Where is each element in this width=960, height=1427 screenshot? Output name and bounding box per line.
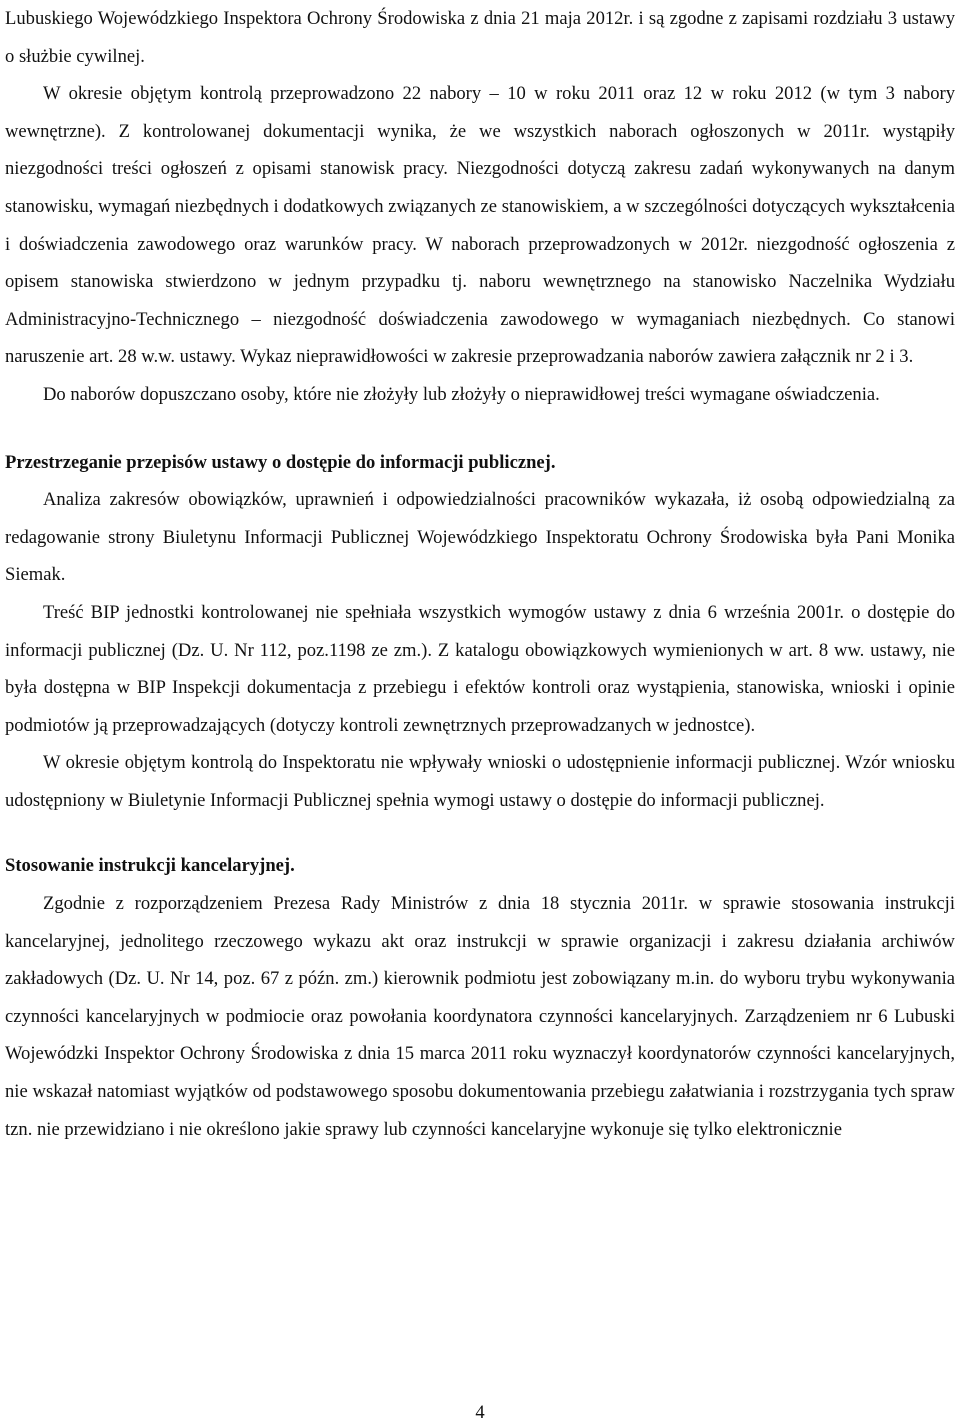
- section-heading-office-instructions: Stosowanie instrukcji kancelaryjnej.: [5, 855, 295, 877]
- document-page: [5, 0, 955, 1148]
- paragraph-bip-content: Treść BIP jednostki kontrolowanej nie spełniała wszystkich wymogów ustawy z dnia 6 września 2001r. o dostępie do informacji publicznej (Dz. U. Nr 112, poz.1198 ze zm.). Z katalogu obowiązkowych wymienionych w art. 8 ww. ustawy, nie była dostępna w BIP Inspekcji dokumentacja z przebiegu i efektów kontroli oraz wystąpienia, stanowiska, wnioski i opinie podmiotów ją przeprowadzających (dotyczy kontroli zewnętrznych przeprowadzanych w jednostce).: [5, 601, 955, 736]
- paragraph-continuation: Lubuskiego Wojewódzkiego Inspektora Ochrony Środowiska z dnia 21 maja 2012r. i są zgodne z zapisami rozdziału 3 ustawy o służbie cywilnej.: [5, 8, 955, 67]
- paragraph-responsibility: Analiza zakresów obowiązków, uprawnień i odpowiedzialności pracowników wykazała, iż osobą odpowiedzialną za redagowanie strony Biuletynu Informacji Publicznej Wojewódzkiego Inspektoratu Ochrony Środowiska była Pani Monika Siemak.: [5, 489, 955, 586]
- section-gap: [5, 819, 955, 847]
- paragraph-requests: W okresie objętym kontrolą do Inspektoratu nie wpływały wnioski o udostępnienie informacji publicznej. Wzór wniosku udostępniony w Biuletynie Informacji Publicznej spełnia wymogi ustawy o dostępie do informacji publicznej.: [5, 752, 955, 811]
- paragraph-regulation: Zgodnie z rozporządzeniem Prezesa Rady Ministrów z dnia 18 stycznia 2011r. w sprawie stosowania instrukcji kancelaryjnej, jednolitego rzeczowego wykazu akt oraz instrukcji w sprawie organizacji i zakresu działania archiwów zakładowych (Dz. U. Nr 14, poz. 67 z późn. zm.) kierownik podmiotu jest zobowiązany m.in. do wyboru trybu wykonywania czynności kancelaryjnych w podmiocie oraz powołania koordynatora czynności kancelaryjnych. Zarządzeniem nr 6 Lubuski Wojewódzki Inspektor Ochrony Środowiska z dnia 15 marca 2011 roku wyznaczył koordynatorów czynności kancelaryjnych, nie wskazał natomiast wyjątków od podstawowego sposobu dokumentowania przebiegu załatwiania i rozstrzygania tych spraw tzn. nie przewidziano i nie określono jakie sprawy lub czynności kancelaryjne wykonuje się tylko elektronicznie: [5, 893, 955, 1140]
- paragraph-declarations: Do naborów dopuszczano osoby, które nie złożyły lub złożyły o nieprawidłowej treści wymagane oświadczenia.: [43, 383, 880, 405]
- section-gap: [5, 414, 955, 444]
- section-heading-public-information: Przestrzeganie przepisów ustawy o dostępie do informacji publicznej.: [5, 451, 556, 473]
- page-number: 4: [475, 1402, 485, 1423]
- paragraph-recruitment: W okresie objętym kontrolą przeprowadzono 22 nabory – 10 w roku 2011 oraz 12 w roku 2012 (w tym 3 nabory wewnętrzne). Z kontrolowanej dokumentacji wynika, że we wszystkich naborach ogłoszonych w 2011r. wystąpiły niezgodności treści ogłoszeń z opisami stanowisk pracy. Niezgodności dotyczą zakresu zadań wykonywanych na danym stanowisku, wymagań niezbędnych i dodatkowych związanych ze stanowiskiem, a w szczególności dotyczących wykształcenia i doświadczenia zawodowego oraz warunków pracy. W naborach przeprowadzonych w 2012r. niezgodność ogłoszenia z opisem stanowiska stwierdzono w jednym przypadku tj. naboru wewnętrznego na stanowisko Naczelnika Wydziału Administracyjno-Technicznego – niezgodność doświadczenia zawodowego w wymaganiach niezbędnych. Co stanowi naruszenie art. 28 w.w. ustawy. Wykaz nieprawidłowości w zakresie przeprowadzania naborów zawiera załącznik nr 2 i 3.: [5, 83, 956, 368]
